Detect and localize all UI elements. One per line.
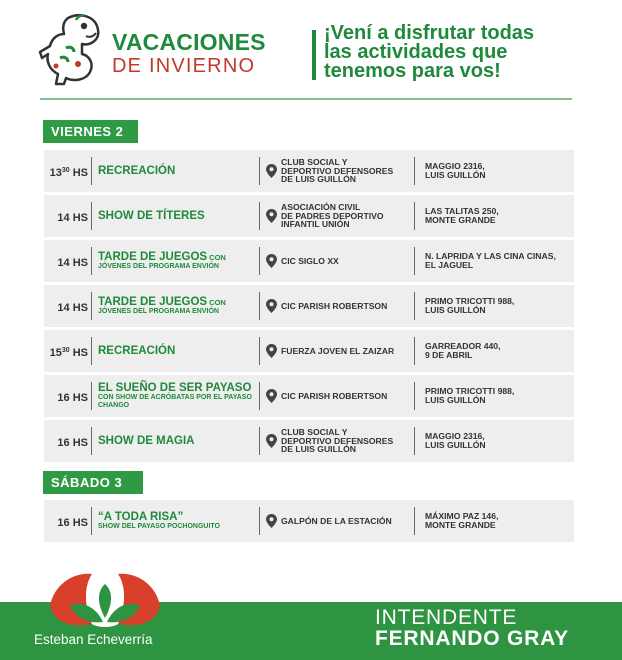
event-subtitle: CON SHOW DE ACRÓBATAS POR EL PAYASO CHANGO — [98, 394, 252, 409]
location-pin-icon — [266, 389, 277, 403]
event-place — [266, 500, 412, 542]
tagline-line: las actividades que — [324, 41, 508, 63]
event-place-line: INFANTIL UNIÓN — [281, 219, 350, 230]
event-activity — [98, 375, 258, 417]
event-title-main: TARDE DE JUEGOS — [98, 250, 208, 263]
event-place-line: FUERZA JOVEN EL ZAIZAR — [281, 345, 395, 356]
event-address-line: GARREADOR 440, — [425, 341, 501, 351]
column-separator — [91, 427, 92, 455]
event-place — [266, 195, 412, 237]
column-separator — [414, 337, 415, 365]
event-row — [44, 195, 574, 237]
event-address-line: MONTE GRANDE — [425, 520, 496, 530]
event-place-line: DEPORTIVO DEFENSORES — [281, 165, 394, 176]
event-address-line: MAGGIO 2316, — [425, 431, 485, 441]
event-address — [425, 500, 573, 542]
location-pin-icon — [266, 254, 277, 268]
event-row — [44, 500, 574, 542]
event-row — [44, 375, 574, 417]
location-pin-icon — [266, 209, 277, 223]
dinosaur-mascot-icon — [38, 12, 104, 88]
event-place — [266, 285, 412, 327]
event-place-line: DEPORTIVO DEFENSORES — [281, 435, 394, 446]
event-address-line: 9 DE ABRIL — [425, 350, 473, 360]
event-title-main: EL SUEÑO DE SER PAYASO — [98, 382, 252, 394]
event-title-main: SHOW DE TÍTERES — [98, 209, 205, 222]
event-place-line: GALPÓN DE LA ESTACIÓN — [281, 515, 392, 526]
brand-block — [112, 30, 266, 78]
event-place-line: CIC SIGLO XX — [281, 255, 339, 266]
event-time-hour: 16 — [57, 437, 70, 449]
event-place-name — [281, 347, 394, 356]
column-separator — [259, 202, 260, 230]
event-title-suffix: CON — [207, 297, 226, 307]
event-time — [44, 420, 88, 462]
event-address-line: MAGGIO 2316, — [425, 161, 485, 171]
event-address-line: EL JAGUEL — [425, 260, 474, 270]
tagline-line: ¡Vení a disfrutar todas — [324, 22, 535, 44]
day-label: VIERNES 2 — [43, 120, 138, 143]
event-address-line: PRIMO TRICOTTI 988, — [425, 296, 515, 306]
event-activity — [98, 150, 258, 192]
event-time-minutes: 30 — [61, 347, 70, 354]
tagline-line: tenemos para vos! — [324, 60, 501, 82]
event-place-line: CLUB SOCIAL Y — [281, 157, 348, 168]
event-place — [266, 330, 412, 372]
event-address-line: LUIS GUILLÓN — [425, 170, 486, 180]
column-separator — [259, 292, 260, 320]
event-title-main: SHOW DE MAGIA — [98, 434, 195, 447]
event-time-suffix: HS — [69, 212, 88, 224]
footer-name: FERNANDO GRAY — [375, 627, 569, 650]
event-address — [425, 285, 573, 327]
event-place-line: DE PADRES DEPORTIVO — [281, 210, 384, 221]
event-time — [44, 195, 88, 237]
event-title — [98, 166, 258, 177]
event-title-main: TARDE DE JUEGOS — [98, 295, 208, 308]
event-title-main: RECREACIÓN — [98, 344, 176, 357]
event-address-text — [425, 512, 498, 530]
event-address-line: LAS TALITAS 250, — [425, 206, 499, 216]
column-separator — [414, 507, 415, 535]
event-time — [44, 240, 88, 282]
event-address-line: MONTE GRANDE — [425, 215, 496, 225]
event-time-hour: 13 — [49, 167, 62, 179]
event-activity — [98, 500, 258, 542]
event-address-line: PRIMO TRICOTTI 988, — [425, 386, 515, 396]
event-time-suffix: HS — [69, 302, 88, 314]
column-separator — [414, 292, 415, 320]
event-address-text — [425, 207, 499, 225]
event-time-minutes: 30 — [61, 167, 70, 174]
event-time-suffix: HS — [69, 167, 88, 179]
column-separator — [91, 247, 92, 275]
event-activity — [98, 240, 258, 282]
event-place-name — [281, 257, 339, 266]
event-time-hour: 14 — [57, 212, 70, 224]
location-pin-icon — [266, 434, 277, 448]
column-separator — [259, 507, 260, 535]
event-address-line: MÁXIMO PAZ 146, — [425, 511, 499, 521]
event-address-text — [425, 342, 500, 360]
event-title — [98, 211, 258, 222]
event-time — [44, 150, 88, 192]
event-place-line: CLUB SOCIAL Y — [281, 427, 348, 438]
header-divider — [40, 98, 572, 100]
event-title-main: RECREACIÓN — [98, 164, 176, 177]
event-time-hour: 14 — [57, 302, 70, 314]
event-address-line: LUIS GUILLÓN — [425, 395, 486, 405]
event-title — [98, 297, 258, 308]
event-address — [425, 240, 573, 282]
column-separator — [259, 157, 260, 185]
event-address-line: LUIS GUILLÓN — [425, 440, 486, 450]
event-address-line: LUIS GUILLÓN — [425, 305, 486, 315]
location-pin-icon — [266, 299, 277, 313]
event-row — [44, 330, 574, 372]
column-separator — [259, 382, 260, 410]
event-row — [44, 240, 574, 282]
event-address — [425, 330, 573, 372]
event-subtitle: SHOW DEL PAYASO POCHONGUITO — [98, 522, 221, 530]
column-separator — [91, 157, 92, 185]
event-place — [266, 420, 412, 462]
event-activity — [98, 285, 258, 327]
location-pin-icon — [266, 164, 277, 178]
event-address-text — [425, 162, 486, 180]
column-separator — [414, 157, 415, 185]
event-row — [44, 285, 574, 327]
event-time-hour: 16 — [57, 392, 70, 404]
column-separator — [414, 427, 415, 455]
column-separator — [414, 382, 415, 410]
tagline-accent-bar — [312, 30, 316, 80]
event-place-line: CIC PARISH ROBERTSON — [281, 390, 388, 401]
event-place-name — [281, 158, 393, 184]
event-place — [266, 240, 412, 282]
event-address — [425, 195, 573, 237]
event-place-line: CIC PARISH ROBERTSON — [281, 300, 388, 311]
column-separator — [259, 247, 260, 275]
event-address — [425, 375, 573, 417]
event-place-line: DE LUIS GUILLÓN — [281, 444, 356, 455]
event-subtitle: JÓVENES DEL PROGRAMA ENVIÓN — [98, 262, 219, 270]
column-separator — [91, 382, 92, 410]
column-separator — [91, 507, 92, 535]
event-address-text — [425, 252, 556, 270]
column-separator — [414, 202, 415, 230]
event-address — [425, 150, 573, 192]
column-separator — [91, 202, 92, 230]
event-time-hour: 14 — [57, 257, 70, 269]
event-subtitle: JÓVENES DEL PROGRAMA ENVIÓN — [98, 307, 219, 315]
event-title — [98, 383, 258, 394]
event-time-hour: 15 — [49, 347, 62, 359]
brand-title: VACACIONES — [112, 29, 266, 55]
event-place — [266, 375, 412, 417]
event-address-text — [425, 432, 486, 450]
event-row — [44, 420, 574, 462]
event-title — [98, 346, 258, 357]
event-time-suffix: HS — [69, 517, 88, 529]
event-time-suffix: HS — [69, 257, 88, 269]
event-place-line: DE LUIS GUILLÓN — [281, 174, 356, 185]
column-separator — [259, 337, 260, 365]
event-time — [44, 500, 88, 542]
day-label: SÁBADO 3 — [43, 471, 143, 494]
event-activity — [98, 330, 258, 372]
column-separator — [91, 337, 92, 365]
brand-subtitle: DE INVIERNO — [112, 55, 256, 77]
column-separator — [414, 247, 415, 275]
event-activity — [98, 420, 258, 462]
event-title-suffix: CON — [207, 252, 226, 262]
tagline — [324, 24, 584, 81]
event-place-name — [281, 428, 393, 454]
event-place-name — [281, 392, 387, 401]
event-title — [98, 252, 258, 263]
event-title-main: “A TODA RISA” — [98, 510, 184, 523]
event-place-name — [281, 203, 384, 229]
column-separator — [259, 427, 260, 455]
event-time-suffix: HS — [69, 347, 88, 359]
event-row — [44, 150, 574, 192]
location-pin-icon — [266, 344, 277, 358]
event-address — [425, 420, 573, 462]
event-time-hour: 16 — [57, 517, 70, 529]
event-place-name — [281, 302, 387, 311]
event-place-line: ASOCIACIÓN CIVIL — [281, 202, 361, 213]
event-title — [98, 436, 258, 447]
event-time — [44, 330, 88, 372]
event-activity — [98, 195, 258, 237]
event-place-name — [281, 517, 392, 526]
event-address-text — [425, 297, 514, 315]
event-address-line: N. LAPRIDA Y LAS CINA CINAS, — [425, 251, 556, 261]
event-title — [98, 512, 258, 523]
logo-text: Esteban Echeverría — [34, 632, 153, 647]
event-time-suffix: HS — [69, 392, 88, 404]
header — [0, 0, 622, 100]
event-address-text — [425, 387, 514, 405]
column-separator — [91, 292, 92, 320]
event-time — [44, 285, 88, 327]
location-pin-icon — [266, 514, 277, 528]
footer-title: INTENDENTE — [375, 606, 518, 629]
event-time-suffix: HS — [69, 437, 88, 449]
event-time — [44, 375, 88, 417]
event-place — [266, 150, 412, 192]
